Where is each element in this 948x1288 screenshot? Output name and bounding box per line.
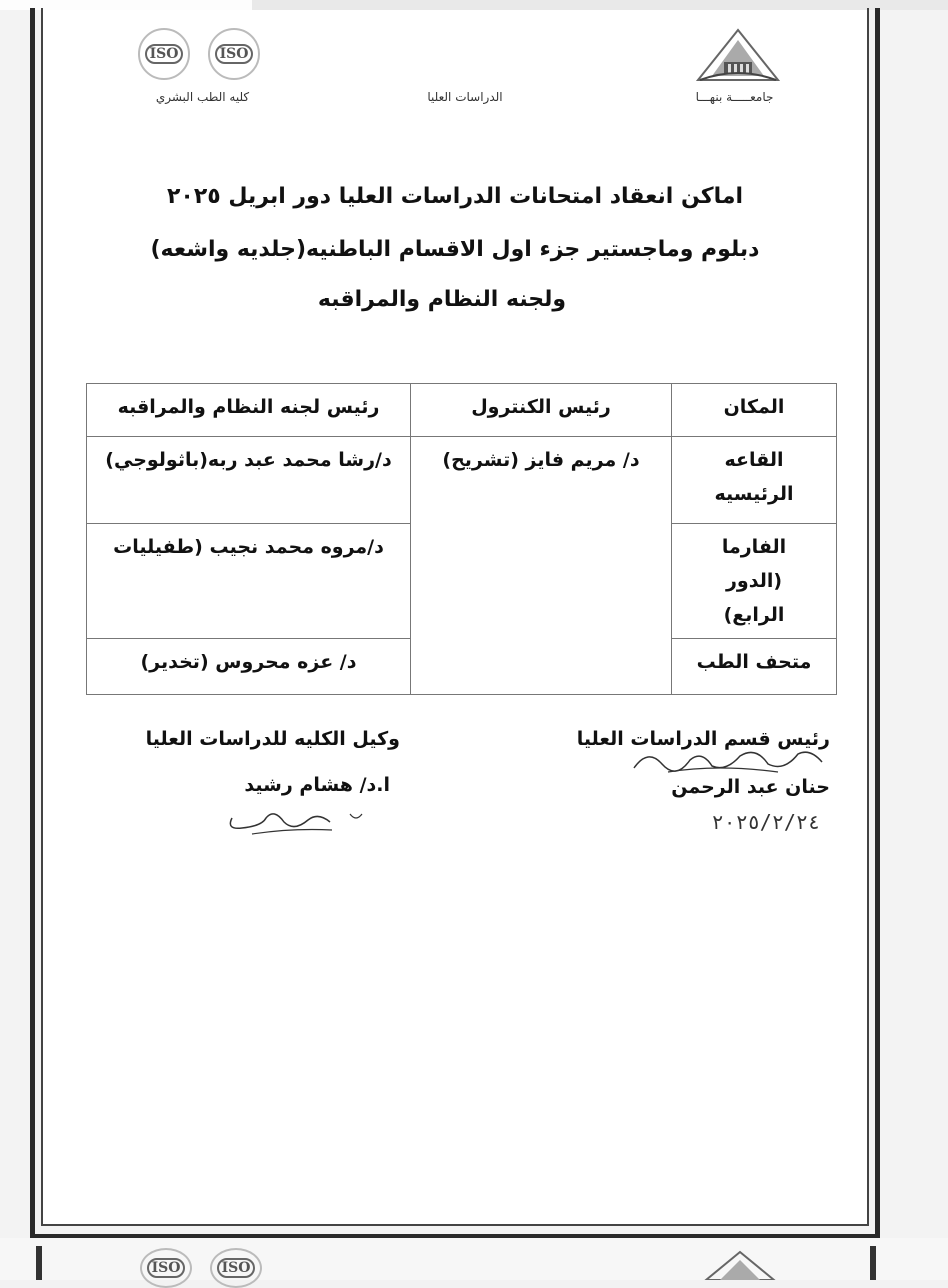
exam-locations-table: [86, 383, 837, 695]
iso-seal-icon: ISO: [210, 1248, 262, 1288]
iso-seal-icon: ISO: [140, 1248, 192, 1288]
department-name: الدراسات العليا: [427, 90, 503, 104]
control-head-cell: د/ مريم فايز (تشريح): [411, 437, 672, 695]
supervisor-cell: د/مروه محمد نجيب (طفيليات: [87, 524, 411, 639]
document-subtitle: دبلوم وماجستير جزء اول الاقسام الباطنيه(جلديه واشعه): [150, 237, 760, 262]
university-logo-icon: [700, 1250, 780, 1280]
iso-seal-icon: ISO: [138, 28, 190, 80]
university-logo-icon: [690, 26, 786, 84]
vice-dean-name: ا.د/ هشام رشيد: [244, 774, 390, 796]
vice-dean-title: وكيل الكليه للدراسات العليا: [145, 728, 400, 750]
place-cell: الفارما (الدور الرابع): [672, 524, 837, 639]
table-row: [87, 437, 837, 524]
iso-seal-icon: ISO: [208, 28, 260, 80]
university-name: جامعـــــة بنهـــا: [695, 90, 774, 104]
document-title: اماكن انعقاد امتحانات الدراسات العليا دور ابريل ٢٠٢٥: [166, 184, 743, 209]
handwritten-signature-icon: [628, 742, 828, 778]
faculty-name: كليه الطب البشري: [155, 90, 250, 104]
table-header-row: [87, 384, 837, 437]
header-control-head: رئيس الكنترول: [411, 384, 672, 437]
header-supervisor: رئيس لجنه النظام والمراقبه: [87, 384, 411, 437]
next-page-border: [36, 1246, 42, 1280]
place-cell: متحف الطب: [672, 639, 837, 695]
handwritten-signature-icon: [222, 800, 372, 840]
handwritten-date: ٢٠٢٥/٢/٢٤: [711, 810, 820, 834]
next-page-border: [870, 1246, 876, 1280]
document-subtitle-2: ولجنه النظام والمراقبه: [317, 287, 567, 312]
head-of-dept-name: حنان عبد الرحمن: [671, 776, 830, 798]
supervisor-cell: د/ عزه محروس (تخدير): [87, 639, 411, 695]
header-place: المكان: [672, 384, 837, 437]
place-cell: القاعه الرئيسيه: [672, 437, 837, 524]
head-of-dept-title: رئيس قسم الدراسات العليا: [576, 728, 830, 750]
supervisor-cell: د/رشا محمد عبد ربه(باثولوجي): [87, 437, 411, 524]
